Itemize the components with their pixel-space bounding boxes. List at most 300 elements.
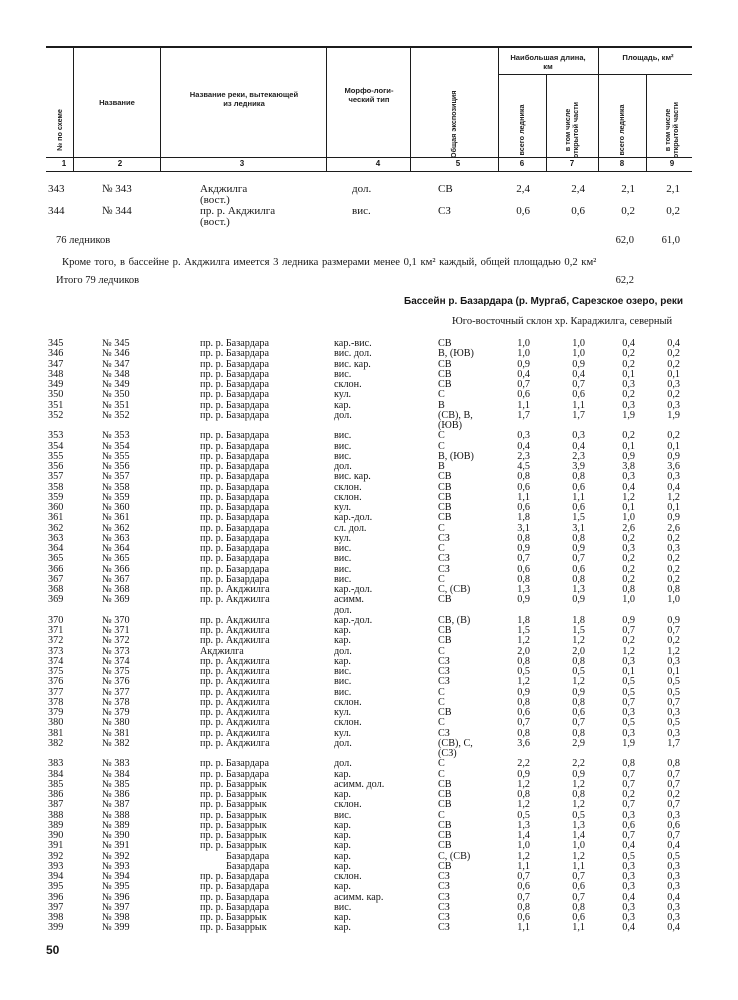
cell-river: пр. р. Акджилга [200,205,276,217]
cell-length: 0,6 [517,881,530,893]
cell-number: 370 [48,614,64,626]
cell-exposition: В [438,461,445,472]
header-group-length: Наибольшая длина, км [510,53,586,71]
cell-number: 390 [48,830,64,841]
cell-name: № 374 [102,655,130,667]
cell-type: кар. [334,655,351,667]
cell-exposition-continuation: (ЮВ) [438,420,463,431]
cell-length: 0,9 [517,358,530,370]
header-col-area-total: всего ледника [617,104,626,156]
cell-length: 1,1 [517,922,530,934]
cell-name: № 356 [102,461,130,472]
cell-area-open: 0,3 [667,543,680,554]
cell-area: 0,2 [622,389,635,401]
cell-name: № 352 [102,409,130,421]
cell-number: 369 [48,594,64,606]
cell-river: пр. р. Базардара [200,389,270,401]
cell-exposition: В, (ЮВ) [438,450,474,462]
cell-river: пр. р. Базаррык [200,789,267,800]
cell-area-open: 1,2 [667,491,680,503]
cell-name: № 372 [102,635,130,647]
cell-name: № 393 [102,860,130,872]
cell-number: 348 [48,368,64,380]
cell-area: 0,1 [622,502,635,513]
cell-name: № 378 [102,696,130,708]
cell-number: 378 [48,696,64,708]
cell-length: 0,7 [517,379,530,390]
cell-name: № 385 [102,778,130,790]
cell-river: пр. р. Акджилга [200,707,270,718]
cell-length-open: 1,2 [572,635,585,647]
cell-river: пр. р. Базардара [200,399,270,411]
cell-exposition: СВ [438,491,452,503]
cell-length: 1,1 [517,399,530,411]
cell-length: 0,3 [517,430,530,442]
cell-exposition: СЗ [438,655,450,667]
cell-type: склон. [334,871,362,882]
cell-area: 0,5 [622,850,635,862]
cell-type: вис. [334,440,352,452]
cell-type: кар. [334,819,351,831]
column-number: 3 [239,159,245,168]
header-top-rule [46,46,692,48]
cell-type: вис. [334,430,352,442]
cell-type: склон. [334,696,362,708]
cell-number: 398 [48,912,64,923]
cell-area-open: 0,4 [667,922,680,934]
cell-exposition: СВ [438,358,452,370]
cell-length-open: 1,5 [572,625,585,636]
cell-river: пр. р. Акджилга [200,625,270,636]
cell-number: 361 [48,512,64,524]
cell-length: 1,7 [517,409,530,421]
cell-area-open: 0,2 [667,348,680,360]
cell-number: 371 [48,625,64,636]
cell-area-open: 0,5 [667,717,680,729]
cell-area: 0,4 [622,840,635,852]
cell-area: 0,2 [622,789,635,800]
cell-type: кар. [334,830,351,841]
cell-area: 0,3 [622,860,635,872]
cell-length: 0,7 [517,717,530,729]
cell-name: № 368 [102,584,130,595]
cell-length: 0,8 [517,727,530,739]
cell-number: 362 [48,522,64,534]
cell-type: кар. [334,850,351,862]
header-col-river: Название реки, вытекающей из ледника [189,90,299,108]
cell-length: 0,8 [517,573,530,585]
cell-length: 0,6 [517,481,530,493]
cell-number: 395 [48,881,64,893]
cell-exposition: СЗ [438,901,450,913]
cell-area-open: 0,2 [667,389,680,401]
section-title: Бассейн р. Базардара (р. Мургаб, Сарезское озеро, реки [404,296,684,307]
cell-type: кар. [334,912,351,923]
cell-number: 384 [48,768,64,780]
cell-number: 366 [48,563,64,575]
cell-area: 1,2 [622,491,635,503]
header-bottom-rule [46,171,692,172]
cell-exposition: С [438,389,445,401]
cell-exposition: В [438,399,445,411]
cell-number: 373 [48,645,64,657]
cell-area: 0,9 [622,450,635,462]
cell-number: 396 [48,891,64,903]
column-number: 7 [569,159,575,168]
cell-area: 0,7 [622,768,635,780]
cell-name: № 375 [102,666,130,677]
cell-exposition: СВ, (В) [438,614,471,626]
cell-number: 389 [48,819,64,831]
cell-area: 0,2 [622,532,635,544]
cell-area: 0,3 [622,809,635,821]
cell-area: 0,1 [622,666,635,677]
cell-type: вис. дол. [334,348,372,360]
cell-river: пр. р. Базардара [200,471,270,483]
cell-length-open: 2,9 [572,737,585,749]
cell-length: 0,9 [517,686,530,698]
cell-length-open: 0,8 [572,532,585,544]
cell-type: дол. [334,758,352,770]
cell-exposition-continuation: (СЗ) [438,748,457,759]
cell-area-open: 0,3 [667,707,680,718]
cell-length-open: 2,3 [572,450,585,462]
cell-river: Базардара [226,850,270,862]
cell-length-open: 0,9 [572,543,585,554]
cell-river: пр. р. Базардара [200,358,270,370]
cell-area-open: 0,1 [667,502,680,513]
cell-number: 377 [48,686,64,698]
cell-area-open: 0,5 [667,686,680,698]
cell-area-open: 0,8 [667,758,680,770]
cell-area-open: 0,2 [667,573,680,585]
cell-length: 1,5 [517,625,530,636]
cell-name: № 380 [102,717,130,729]
cell-length: 0,9 [517,768,530,780]
cell-area: 0,2 [622,430,635,442]
cell-exposition: С [438,768,445,780]
cell-area: 0,8 [622,584,635,595]
cell-area: 0,7 [622,696,635,708]
cell-length-open: 1,2 [572,676,585,688]
cell-number: 352 [48,409,64,421]
cell-exposition: СЗ [438,563,450,575]
cell-river: пр. р. Акджилга [200,635,270,647]
cell-area-open: 0,9 [667,614,680,626]
cell-number: 387 [48,799,64,811]
cell-type: кар. [334,860,351,872]
cell-river: пр. р. Акджилга [200,737,270,749]
cell-length-open: 0,6 [571,205,585,217]
cell-number: 346 [48,348,64,360]
cell-area: 1,9 [622,737,635,749]
cell-type: вис. [334,809,352,821]
cell-length-open: 0,8 [572,573,585,585]
cell-area-open: 0,3 [667,379,680,390]
cell-length: 1,2 [517,799,530,811]
header-group-area: Площадь, км² [622,53,674,62]
cell-length-open: 0,6 [572,502,585,513]
cell-name: № 360 [102,502,130,513]
header-col-name: Название [99,98,135,107]
cell-length-open: 0,6 [572,563,585,575]
cell-length: 0,5 [517,666,530,677]
cell-exposition: СВ [438,840,452,852]
cell-type: склон. [334,379,362,390]
cell-length: 0,7 [517,553,530,565]
cell-area: 0,2 [622,553,635,565]
cell-length: 0,6 [516,205,530,217]
cell-exposition: СВ [438,789,452,800]
cell-length: 0,8 [517,901,530,913]
cell-name: № 391 [102,840,130,852]
cell-number: 363 [48,532,64,544]
cell-number: 354 [48,440,64,452]
cell-exposition: СВ [438,502,452,513]
cell-river: пр. р. Базардара [200,440,270,452]
cell-area-open: 0,3 [667,912,680,923]
cell-exposition: СВ [438,471,452,483]
section-subtitle: Юго-восточный склон хр. Караджилга, северный [452,316,673,327]
header-group-rule [498,74,692,75]
cell-exposition: СЗ [438,676,450,688]
cell-area-open: 0,9 [667,450,680,462]
cell-area-open: 0,9 [667,512,680,524]
cell-name: № 363 [102,532,130,544]
cell-type: сл. дол. [334,522,367,534]
cell-type: кар.-дол. [334,614,373,626]
summary-note: Кроме того, в бассейне р. Акджилга имеется 3 ледника размерами менее 0,1 км² каждый, общей площадью 0,2 км² [62,257,597,268]
cell-name: № 397 [102,901,130,913]
cell-river: Акджилга [200,183,248,195]
cell-area: 0,7 [622,830,635,841]
cell-length-open: 0,5 [572,809,585,821]
cell-exposition: СВ [438,707,452,718]
cell-type: дол. [334,645,352,657]
cell-name: № 365 [102,553,130,565]
cell-length: 0,8 [517,532,530,544]
cell-name: № 398 [102,912,130,923]
cell-length-open: 0,8 [572,901,585,913]
cell-exposition: С [438,717,445,729]
cell-name: № 395 [102,881,130,893]
cell-river: пр. р. Акджилга [200,676,270,688]
cell-number: 353 [48,430,64,442]
cell-type: асимм. [334,594,364,606]
cell-area: 1,0 [622,594,635,606]
cell-name: № 346 [102,348,130,360]
cell-area-open: 0,3 [667,901,680,913]
cell-exposition: СЗ [438,553,450,565]
cell-river: пр. р. Базардара [200,758,270,770]
cell-name: № 364 [102,543,130,554]
cell-type: кар. [334,625,351,636]
cell-area: 0,2 [622,563,635,575]
cell-area: 1,9 [622,409,635,421]
cell-exposition: (СВ), С, [438,737,473,749]
cell-area: 0,3 [622,471,635,483]
cell-number: 345 [48,338,64,349]
cell-exposition: С [438,522,445,534]
cell-exposition: СВ [438,338,452,349]
cell-number: 349 [48,379,64,390]
cell-number: 360 [48,502,64,513]
cell-name: № 387 [102,799,130,811]
cell-number: 368 [48,584,64,595]
cell-exposition: СВ [438,512,452,524]
cell-length: 0,8 [517,696,530,708]
cell-exposition: СЗ [438,912,450,923]
cell-area: 0,3 [622,707,635,718]
cell-name: № 357 [102,471,130,483]
cell-length: 1,2 [517,635,530,647]
cell-river: пр. р. Акджилга [200,717,270,729]
cell-river: пр. р. Базаррык [200,830,267,841]
cell-number: 343 [48,183,65,195]
cell-length-open: 1,0 [572,348,585,360]
cell-length: 0,7 [517,871,530,882]
cell-length: 1,4 [517,830,530,841]
cell-length: 2,2 [517,758,530,770]
cell-length-open: 1,0 [572,840,585,852]
cell-name: № 384 [102,768,130,780]
cell-river: пр. р. Базардара [200,512,270,524]
cell-type: асимм. кар. [334,891,384,903]
cell-number: 358 [48,481,64,493]
cell-area-open: 0,5 [667,850,680,862]
cell-name: № 392 [102,850,130,862]
cell-type: кул. [334,707,352,718]
cell-exposition: СВ [438,379,452,390]
cell-river: пр. р. Базардара [200,543,270,554]
header-vrule [326,46,327,172]
cell-number: 357 [48,471,64,483]
cell-name: № 354 [102,440,130,452]
cell-area: 1,2 [622,645,635,657]
cell-exposition: В, (ЮВ) [438,348,474,360]
page-number: 50 [46,943,60,957]
cell-area: 0,2 [621,205,635,217]
cell-area-open: 1,0 [667,594,680,606]
cell-name: № 366 [102,563,130,575]
cell-name: № 388 [102,809,130,821]
cell-type: вис. [334,686,352,698]
header-col-length-open: в том числе открытой части [563,101,580,159]
cell-length-open: 1,5 [572,512,585,524]
cell-name: № 348 [102,368,130,380]
cell-area-open: 0,3 [667,471,680,483]
cell-area-open: 0,7 [667,625,680,636]
cell-area: 0,1 [622,440,635,452]
cell-length: 0,4 [517,368,530,380]
cell-type: вис. [334,543,352,554]
cell-exposition: С [438,809,445,821]
cell-river-continuation: (вост.) [200,194,230,206]
cell-length-open: 0,8 [572,789,585,800]
cell-river: пр. р. Акджилга [200,584,270,595]
cell-area-open: 2,1 [666,183,680,195]
cell-area-open: 0,1 [667,666,680,677]
cell-name: № 394 [102,871,130,882]
cell-type: кар. [334,840,351,852]
cell-length-open: 0,6 [572,481,585,493]
cell-type: вис. [334,368,352,380]
cell-length-open: 1,7 [572,409,585,421]
cell-type: вис. [334,573,352,585]
cell-type: вис. [352,205,371,217]
cell-area-open: 2,6 [667,522,680,534]
cell-exposition: СВ [438,635,452,647]
cell-river: пр. р. Базардара [200,768,270,780]
cell-name: № 362 [102,522,130,534]
cell-length-open: 1,4 [572,830,585,841]
cell-river: пр. р. Базардара [200,901,270,913]
cell-exposition: С [438,543,445,554]
cell-area: 0,4 [622,891,635,903]
cell-length: 4,5 [517,461,530,472]
cell-length: 0,6 [517,502,530,513]
cell-area-open: 0,3 [667,881,680,893]
cell-river: пр. р. Акджилга [200,594,270,606]
cell-area-open: 0,1 [667,440,680,452]
cell-length: 1,1 [517,491,530,503]
cell-length-open: 1,0 [572,338,585,349]
cell-number: 399 [48,922,64,934]
cell-length-open: 1,2 [572,799,585,811]
cell-length-open: 1,1 [572,922,585,934]
cell-length-open: 3,9 [572,461,585,472]
cell-exposition: С, (СВ) [438,584,471,595]
cell-exposition: СЗ [438,532,450,544]
cell-type: вис. [334,676,352,688]
cell-area-open: 0,3 [667,809,680,821]
cell-length-open: 0,7 [572,379,585,390]
cell-length: 2,3 [517,450,530,462]
cell-exposition: СЗ [438,881,450,893]
cell-area-open: 0,7 [667,799,680,811]
cell-area: 0,1 [622,368,635,380]
cell-exposition: СВ [438,819,452,831]
cell-area: 0,3 [622,871,635,882]
cell-length: 1,0 [517,840,530,852]
cell-area: 0,6 [622,819,635,831]
cell-name: № 373 [102,645,130,657]
cell-river: пр. р. Базардара [200,461,270,472]
cell-type: вис. [334,563,352,575]
header-number-rule [46,157,692,158]
cell-name: № 382 [102,737,130,749]
header-vrule [160,46,161,172]
cell-name: № 349 [102,379,130,390]
cell-length-open: 2,4 [571,183,585,195]
cell-length: 1,2 [517,850,530,862]
cell-river: Акджилга [200,645,244,657]
cell-type: дол. [352,183,372,195]
cell-length: 1,0 [517,348,530,360]
cell-name: № 361 [102,512,130,524]
cell-length-open: 1,1 [572,860,585,872]
cell-area-open: 0,7 [667,768,680,780]
cell-length-open: 0,4 [572,440,585,452]
cell-area: 0,7 [622,778,635,790]
cell-number: 374 [48,655,64,667]
cell-number: 355 [48,450,64,462]
cell-name: № 358 [102,481,130,493]
cell-river: пр. р. Акджилга [200,614,270,626]
cell-type: вис. [334,901,352,913]
cell-length: 1,2 [517,778,530,790]
cell-number: 394 [48,871,64,882]
